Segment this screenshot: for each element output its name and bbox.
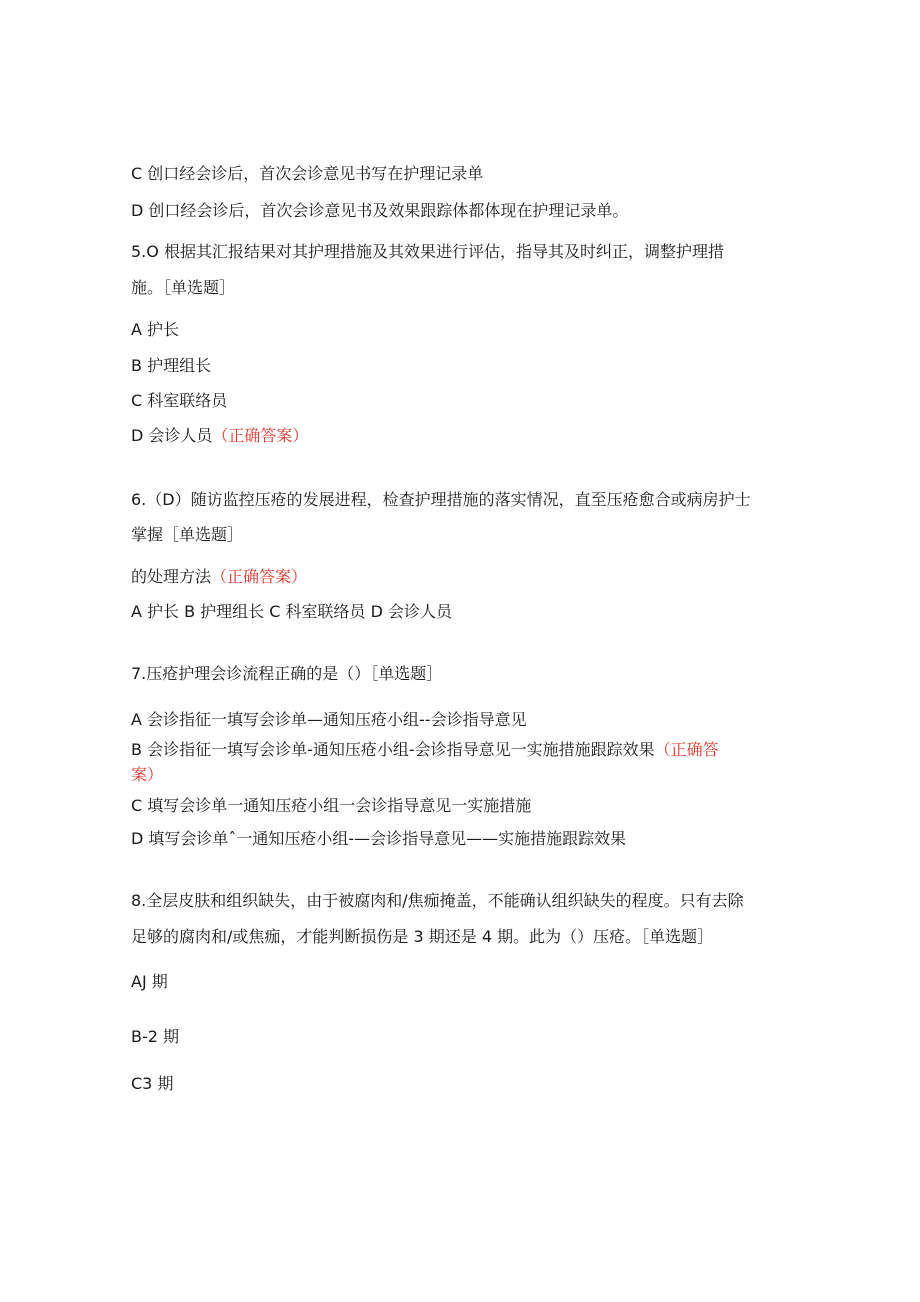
option-b-q7-continued <box>131 764 163 786</box>
option-b-q7: B 会诊指征一填写会诊单-通知压疮小组-会诊指导意见一实施措施跟踪效果（正确答 <box>131 740 719 759</box>
question-6-line-2: 掌握［单选题］ <box>131 525 244 544</box>
question-6-line-1: 6.（D）随访监控压疮的发展进程，检查护理措施的落实情况，直至压疮愈合或病房护士 <box>131 490 751 509</box>
correct-answer-marker: （正确答案） <box>212 426 309 445</box>
option-c-q7: C 填写会诊单一通知压疮小组一会诊指导意见一实施措施 <box>131 796 532 815</box>
option-a-q8: AJ 期 <box>131 972 168 991</box>
option-a-q7: A 会诊指征一填写会诊单—通知压疮小组--会诊指导意见 <box>131 710 527 729</box>
question-8-line-2: 足够的腐肉和/或焦痂，才能判断损伤是 3 期还是 4 期。此为（）压疮。［单选题］ <box>131 927 714 946</box>
option-c-q8: C3 期 <box>131 1074 174 1093</box>
question-7: 7.压疮护理会诊流程正确的是（）［单选题］ <box>131 664 443 683</box>
question-8-line-1: 8.全层皮肤和组织缺失，由于被腐肉和/焦痂掩盖，不能确认组织缺失的程度。只有去除 <box>131 891 744 910</box>
option-d-q7: D 填写会诊单ˆ一通知压疮小组-—会诊指导意见——实施措施跟踪效果 <box>131 829 627 848</box>
question-5-line-1: 5.O 根据其汇报结果对其护理措施及其效果进行评估，指导其及时纠正，调整护理措 <box>131 242 724 261</box>
option-d-q4: D 创口经会诊后，首次会诊意见书及效果跟踪体都体现在护理记录单。 <box>131 201 629 220</box>
question-6-line-3: 的处理方法（正确答案） <box>131 567 308 586</box>
option-a-q5: A 护长 <box>131 320 180 339</box>
correct-answer-marker: 案） <box>131 765 164 784</box>
option-d-q5: D 会诊人员（正确答案） <box>131 426 309 445</box>
correct-answer-marker: （正确答 <box>654 740 719 759</box>
question-5-line-2: 施。［单选题］ <box>131 278 236 297</box>
option-b-q5: B 护理组长 <box>131 356 212 375</box>
correct-answer-marker: （正确答案） <box>211 567 308 586</box>
option-c-q4: C 创口经会诊后，首次会诊意见书写在护理记录单 <box>131 164 484 183</box>
options-q6: A 护长 B 护理组长 C 科室联络员 D 会诊人员 <box>131 602 453 621</box>
option-b-q8: B-2 期 <box>131 1027 180 1046</box>
option-c-q5: C 科室联络员 <box>131 391 228 410</box>
